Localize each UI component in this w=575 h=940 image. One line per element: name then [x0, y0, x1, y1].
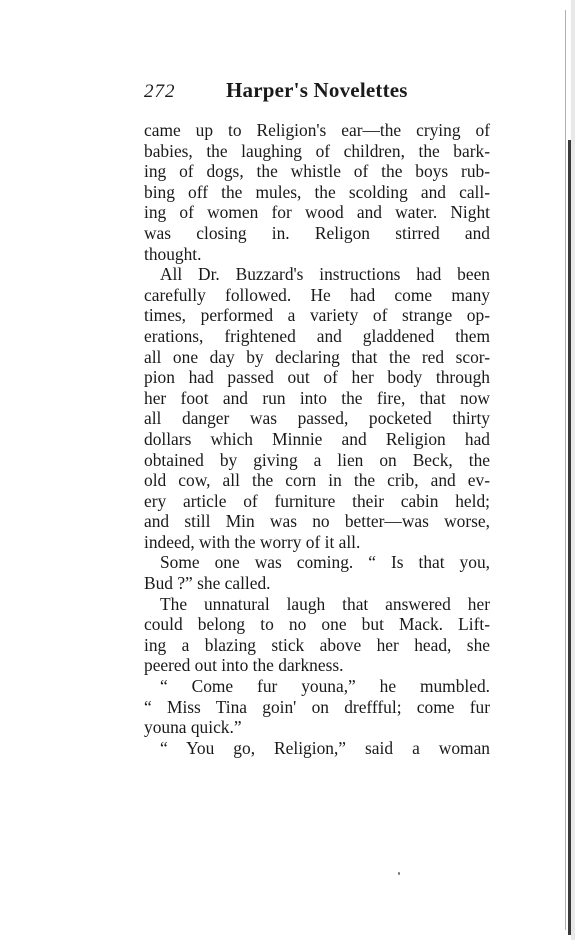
print-speck: [398, 872, 400, 875]
text-line: times, performed a variety of strange op-: [144, 305, 490, 326]
text-line: “ Miss Tina goin' on dreffful; come fur: [144, 696, 490, 717]
text-line: bing off the mules, the scolding and call-: [144, 181, 490, 202]
running-head: [144, 78, 494, 108]
text-line: all one day by declaring that the red scor-: [144, 346, 490, 367]
body-text: [144, 120, 490, 758]
text-line: was closing in. Religon stirred and: [144, 222, 490, 243]
text-line: The unnatural laugh that answered her: [160, 593, 490, 614]
text-line: thought.: [144, 243, 202, 264]
text-line: babies, the laughing of children, the bark-: [144, 140, 490, 161]
text-line: obtained by giving a lien on Beck, the: [144, 449, 490, 470]
page-number: 272: [144, 81, 176, 102]
text-line: old cow, all the corn in the crib, and ev-: [144, 470, 490, 491]
text-line: ing a blazing stick above her head, she: [144, 634, 490, 655]
text-line: Bud ?” she called.: [144, 573, 271, 594]
text-line: ery article of furniture their cabin held;: [144, 490, 490, 511]
text-line: carefully followed. He had come many: [144, 284, 490, 305]
edge-line-thin: [565, 10, 566, 930]
text-line: indeed, with the worry of it all.: [144, 531, 361, 552]
text-line: could belong to no one but Mack. Lift-: [144, 614, 490, 635]
text-line: peered out into the darkness.: [144, 655, 344, 676]
page-binding-edge: [563, 0, 575, 940]
text-line: her foot and run into the fire, that now: [144, 387, 490, 408]
text-line: dollars which Minnie and Religion had: [144, 428, 490, 449]
text-line: pion had passed out of her body through: [144, 367, 490, 388]
text-line: erations, frightened and gladdened them: [144, 325, 490, 346]
text-line: “ Come fur youna,” he mumbled.: [160, 676, 490, 697]
text-line: All Dr. Buzzard's instructions had been: [160, 264, 490, 285]
text-line: came up to Religion's ear—the crying of: [144, 120, 490, 140]
text-line: ing of women for wood and water. Night: [144, 202, 490, 223]
text-line: “ You go, Religion,” said a woman: [160, 737, 490, 758]
text-line: ing of dogs, the whistle of the boys rub-: [144, 161, 490, 182]
text-line: Some one was coming. “ Is that you,: [160, 552, 490, 573]
edge-shadow: [571, 0, 575, 940]
text-line: all danger was passed, pocketed thirty: [144, 408, 490, 429]
text-line: youna quick.”: [144, 717, 242, 738]
text-line: and still Min was no better—was worse,: [144, 511, 490, 532]
running-title: Harper's Novelettes: [226, 78, 408, 102]
